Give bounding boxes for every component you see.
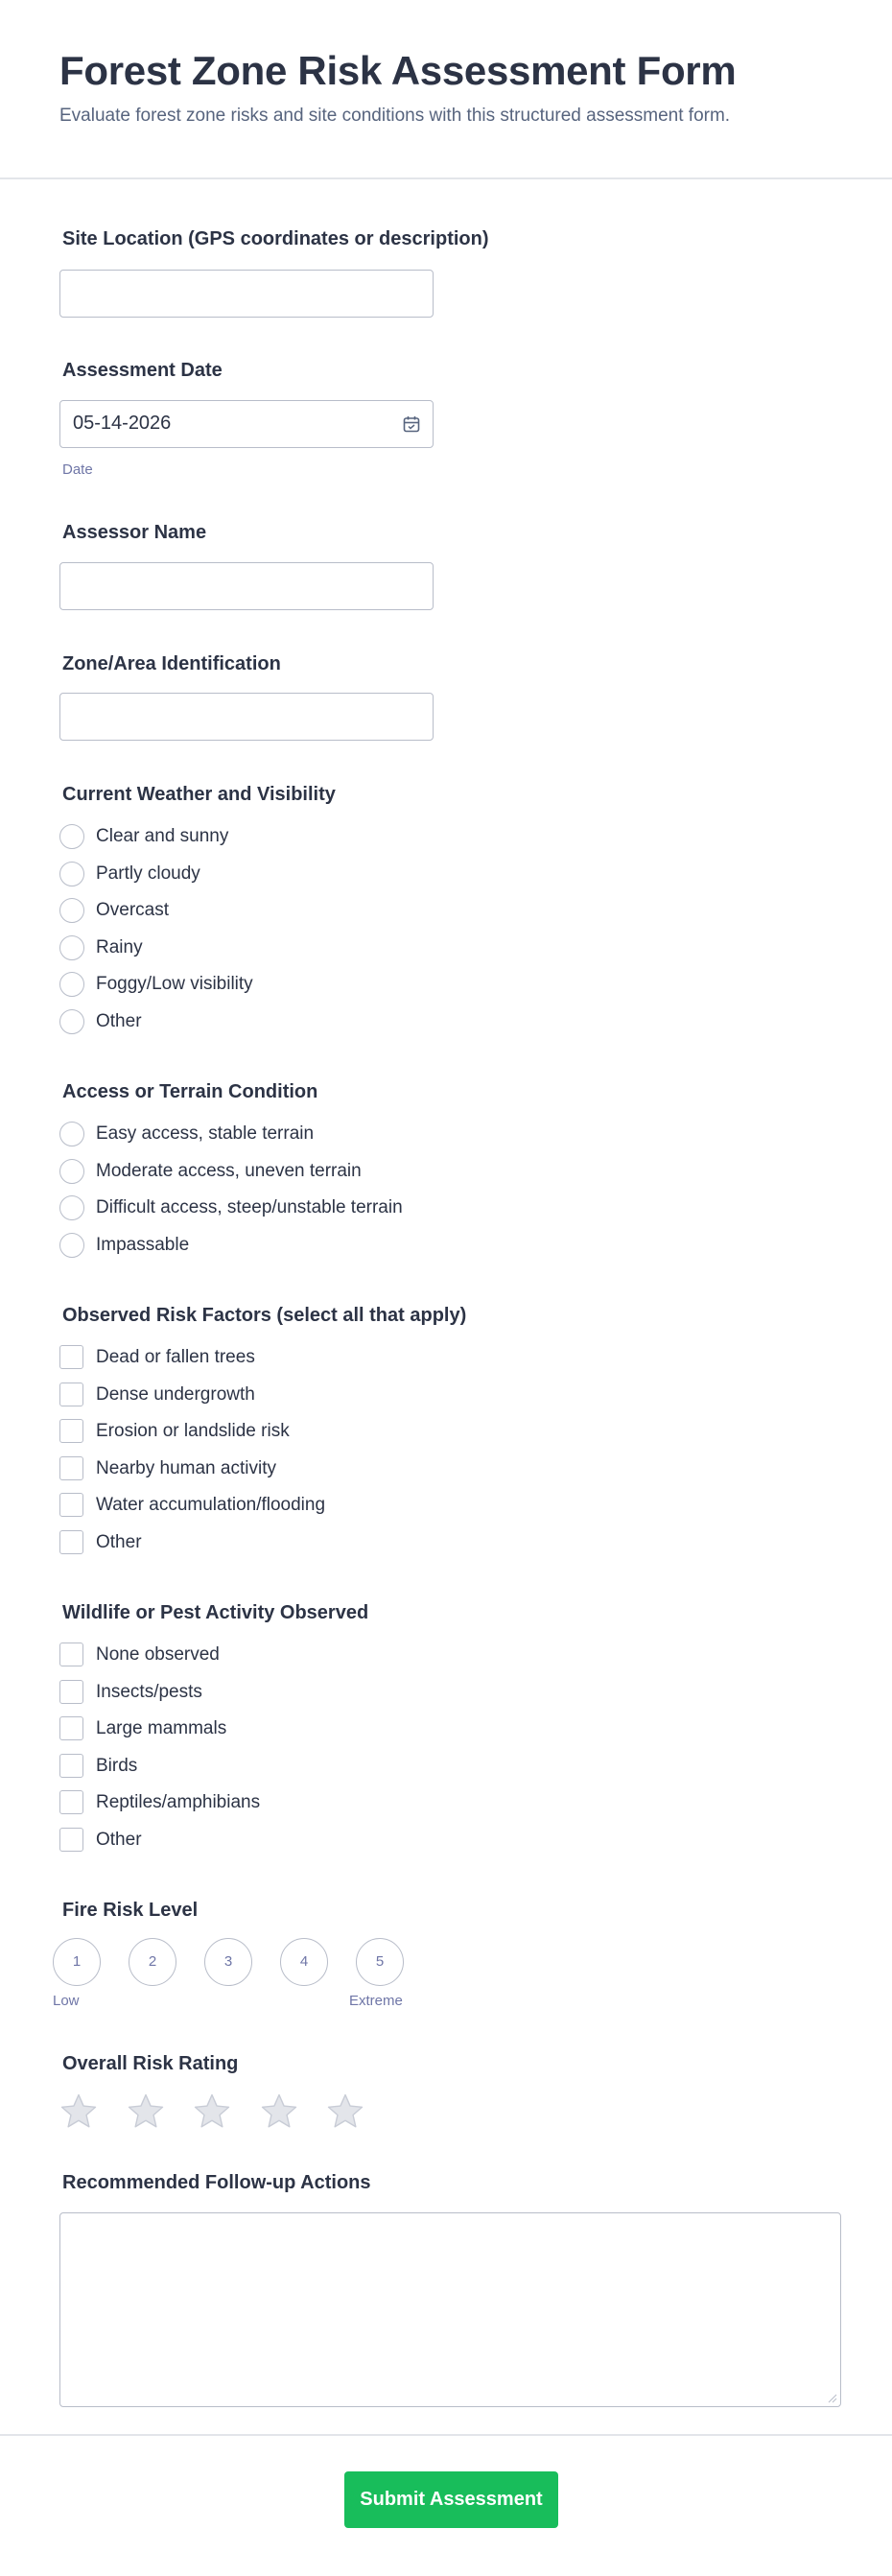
option-label: Impassable <box>96 1235 190 1255</box>
wildlife-option[interactable] <box>59 1789 539 1816</box>
fire-risk-high-label: Extreme <box>349 1993 403 2009</box>
checkbox[interactable] <box>59 1642 83 1666</box>
wildlife-option[interactable] <box>59 1715 539 1742</box>
radio-button[interactable] <box>59 1195 84 1220</box>
radio-button[interactable] <box>59 898 84 923</box>
star-icon[interactable] <box>259 2092 299 2132</box>
weather-option[interactable] <box>59 934 539 961</box>
risk-factor-option[interactable] <box>59 1382 539 1408</box>
option-label: Erosion or landslide risk <box>96 1421 290 1441</box>
access-option[interactable] <box>59 1158 539 1185</box>
submit-button[interactable]: Submit Assessment <box>344 2471 558 2528</box>
checkbox[interactable] <box>59 1383 83 1406</box>
follow-up-textarea[interactable] <box>59 2212 841 2407</box>
star-icon[interactable] <box>325 2092 365 2132</box>
form-title: Forest Zone Risk Assessment Form <box>59 48 737 93</box>
calendar-icon[interactable] <box>402 414 421 434</box>
access-option[interactable] <box>59 1194 539 1221</box>
risk-factor-option[interactable] <box>59 1529 539 1556</box>
wildlife-option[interactable] <box>59 1753 539 1780</box>
assessor-name-label: Assessor Name <box>62 522 207 543</box>
resize-grip-icon[interactable] <box>828 2394 837 2403</box>
form-header <box>0 0 892 179</box>
checkbox[interactable] <box>59 1345 83 1369</box>
option-label: Large mammals <box>96 1718 227 1738</box>
form-subtitle: Evaluate forest zone risks and site conditions with this structured assessment form. <box>59 106 731 126</box>
wildlife-option[interactable] <box>59 1827 539 1854</box>
radio-button[interactable] <box>59 972 84 997</box>
checkbox[interactable] <box>59 1680 83 1704</box>
radio-button[interactable] <box>59 1009 84 1034</box>
fire-risk-label: Fire Risk Level <box>62 1900 199 1921</box>
risk-factor-option[interactable] <box>59 1418 539 1445</box>
option-label: Clear and sunny <box>96 826 229 846</box>
risk-factor-option[interactable] <box>59 1344 539 1371</box>
checkbox[interactable] <box>59 1754 83 1778</box>
weather-option[interactable] <box>59 1008 539 1035</box>
option-label: Dead or fallen trees <box>96 1347 255 1367</box>
weather-option[interactable] <box>59 897 539 924</box>
option-label: Overcast <box>96 900 170 920</box>
star-icon[interactable] <box>59 2092 99 2132</box>
option-label: Birds <box>96 1756 138 1776</box>
access-label: Access or Terrain Condition <box>62 1081 318 1102</box>
risk-factor-option[interactable] <box>59 1492 539 1519</box>
checkbox[interactable] <box>59 1493 83 1517</box>
option-label: Rainy <box>96 937 143 957</box>
assessment-date-sublabel: Date <box>62 461 93 478</box>
option-label: Water accumulation/flooding <box>96 1495 326 1515</box>
star-icon[interactable] <box>126 2092 166 2132</box>
radio-button[interactable] <box>59 824 84 849</box>
option-label: Dense undergrowth <box>96 1384 255 1405</box>
assessment-date-input[interactable] <box>59 400 434 448</box>
checkbox[interactable] <box>59 1828 83 1852</box>
zone-id-input[interactable] <box>59 693 434 741</box>
option-label: None observed <box>96 1644 220 1665</box>
fire-risk-option-1[interactable]: 1 <box>53 1938 101 1986</box>
access-option[interactable] <box>59 1232 539 1259</box>
radio-button[interactable] <box>59 1122 84 1146</box>
option-label: Easy access, stable terrain <box>96 1123 315 1144</box>
checkbox[interactable] <box>59 1716 83 1740</box>
weather-option[interactable] <box>59 971 539 998</box>
assessment-date-value: 05-14-2026 <box>73 413 172 434</box>
weather-option[interactable] <box>59 861 539 887</box>
checkbox[interactable] <box>59 1530 83 1554</box>
option-label: Partly cloudy <box>96 863 200 884</box>
weather-label: Current Weather and Visibility <box>62 784 336 805</box>
site-location-label: Site Location (GPS coordinates or description) <box>62 228 489 249</box>
checkbox[interactable] <box>59 1790 83 1814</box>
fire-risk-option-4[interactable]: 4 <box>280 1938 328 1986</box>
wildlife-option[interactable] <box>59 1642 539 1668</box>
access-option[interactable] <box>59 1121 539 1147</box>
fire-risk-low-label: Low <box>53 1993 80 2009</box>
weather-option[interactable] <box>59 823 539 850</box>
option-label: Other <box>96 1532 142 1552</box>
option-label: Nearby human activity <box>96 1458 276 1478</box>
option-label: Foggy/Low visibility <box>96 974 253 994</box>
option-label: Insects/pests <box>96 1682 202 1702</box>
fire-risk-option-3[interactable]: 3 <box>204 1938 252 1986</box>
option-label: Other <box>96 1011 142 1031</box>
radio-button[interactable] <box>59 935 84 960</box>
site-location-input[interactable] <box>59 270 434 318</box>
wildlife-label: Wildlife or Pest Activity Observed <box>62 1602 369 1623</box>
overall-rating-label: Overall Risk Rating <box>62 2053 239 2074</box>
assessor-name-input[interactable] <box>59 562 434 610</box>
option-label: Moderate access, uneven terrain <box>96 1161 362 1181</box>
follow-up-label: Recommended Follow-up Actions <box>62 2172 371 2193</box>
zone-id-label: Zone/Area Identification <box>62 653 281 674</box>
risk-factor-option[interactable] <box>59 1455 539 1482</box>
radio-button[interactable] <box>59 1233 84 1258</box>
fire-risk-option-2[interactable]: 2 <box>129 1938 176 1986</box>
option-label: Other <box>96 1830 142 1850</box>
option-label: Reptiles/amphibians <box>96 1792 261 1812</box>
risk-factors-label: Observed Risk Factors (select all that apply) <box>62 1305 467 1326</box>
fire-risk-option-5[interactable]: 5 <box>356 1938 404 1986</box>
star-icon[interactable] <box>192 2092 232 2132</box>
checkbox[interactable] <box>59 1456 83 1480</box>
assessment-date-label: Assessment Date <box>62 360 223 381</box>
radio-button[interactable] <box>59 862 84 886</box>
radio-button[interactable] <box>59 1159 84 1184</box>
wildlife-option[interactable] <box>59 1679 539 1706</box>
footer-divider <box>0 2434 892 2436</box>
option-label: Difficult access, steep/unstable terrain <box>96 1197 403 1217</box>
checkbox[interactable] <box>59 1419 83 1443</box>
